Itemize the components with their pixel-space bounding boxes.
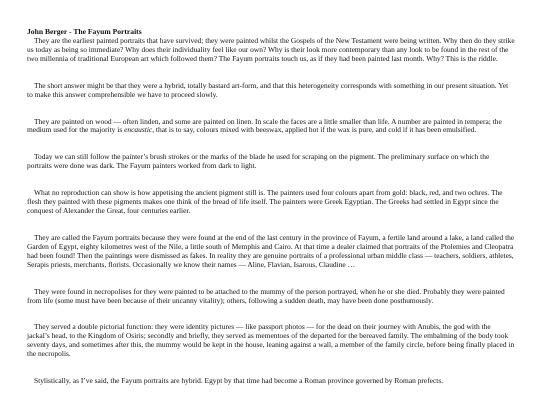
- paragraph-3: [27, 118, 515, 136]
- paragraph-text: The short answer might be that they were a hybrid, totally bastard art-form, and that this heterogeneity corresponds with something in our present situation. Yet to make this answer comprehensible we have to proceed slowly.: [27, 80, 509, 99]
- paragraph-text: Stylistically, as I’ve said, the Fayum portraits are hybrid. Egypt by that time had become a Roman province governed by Roman prefects.: [34, 376, 444, 386]
- paragraph-text: , that is to say, colours mixed with beeswax, applied hot if the wax is pure, and cold if it has been emulsified.: [152, 125, 477, 135]
- document-page: [27, 28, 515, 404]
- emphasis-text: encaustic: [124, 125, 153, 135]
- paragraph-text: What no reproduction can show is how appetising the ancient pigment still is. The painters used four colours apart from gold: black, red, and two ochres. The flesh they painted with these pigments makes one think of the bread of life itself. The painters were Greek Egyptian. The Greeks had settled in Egypt since the conquest of Alexander the Great, four centuries earlier.: [27, 188, 503, 215]
- paragraph-9: [27, 377, 515, 386]
- document-body: [27, 37, 515, 386]
- paragraph-text: They are called the Fayum portraits because they were found at the end of the last century in the province of Fayum, a fertile land around a lake, a land called the Garden of Egypt, eighty kilometres west of the Nile, a little south of Memphis and Cairo. At that time a dealer claimed that portraits of the Ptolemies and Cleopatra had been found! Then the paintings were dismissed as fakes. In reality they are genuine portraits of a professional urban middle class — teachers, soldiers, athletes, Serapis priests, merchants, florists. Occasionally we know their names — Aline, Flavian, Isarous, Claudine …: [27, 232, 515, 269]
- paragraph-text: They were found in necropolises for they were painted to be attached to the mummy of the person portrayed, when he or she died. Probably they were painted from life (some must have been because of their uncanny vitality); others, following a sudden death, may have been done posthumously.: [27, 286, 505, 305]
- paragraph-text: Today we can still follow the painter’s brush strokes or the marks of the blade he used for scraping on the pigment. The preliminary surface on which the portraits were done was dark. The Fayum painters worked from dark to light.: [27, 152, 490, 171]
- paragraph-7: [27, 288, 515, 306]
- paragraph-2: [27, 82, 515, 100]
- document-title: John Berger - The Fayum Portraits: [27, 27, 142, 36]
- paragraph-8: [27, 323, 515, 359]
- paragraph-1: [27, 37, 515, 64]
- paragraph-text: They served a double pictorial function: they were identity pictures — like passport photos — for the dead on their journey with Anubis, the god with the jackal’s head, to the Kingdom of Osiris; secondly and briefly, they served as mementoes of the departed for the bereaved family. The embalming of the body took seventy days, and sometimes after this, the mummy would be kept in the house, leaning against a wall, a member of the family circle, before being finally placed in the necropolis.: [27, 322, 515, 359]
- paragraph-text: They are painted on wood — often linden, and some are painted on linen. In scale the faces are a little smaller than life. A number are painted in tempera; the medium used for the majority is: [27, 116, 502, 135]
- paragraph-5: [27, 189, 515, 216]
- paragraph-text: They are the earliest painted portraits that have survived; they were painted whilst the Gospels of the New Testament were being written. Why then do they strike us today as being so immediate? Why does their individuality feel like our own? Why is their look more contemporary than any look to be found in the rest of the two millennia of traditional European art which followed them? The Fayum portraits touch us, as if they had been painted last month. Why? This is the riddle.: [27, 35, 515, 63]
- paragraph-6: [27, 234, 515, 270]
- paragraph-4: [27, 153, 515, 171]
